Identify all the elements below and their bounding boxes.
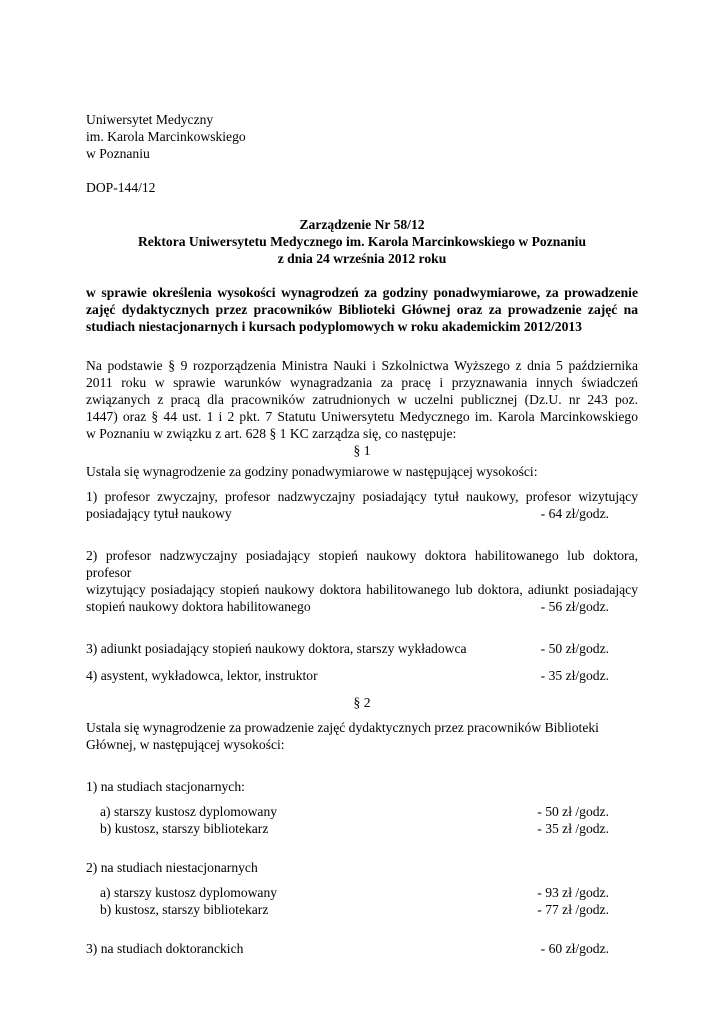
intro-line: Na podstawie § 9 rozporządzenia Ministra Nauki i Szkolnictwa Wyższego z dnia 5 października [86,358,638,373]
rate-item-2 [86,547,638,615]
library-group-2-heading: 2) na studiach niestacjonarnych [86,860,258,875]
library-rate-row [86,803,638,820]
rate-text: a) starszy kustosz dyplomowany [100,885,278,900]
document-page [86,111,638,957]
rate-text: 4) asystent, wykładowca, lektor, instruktor [86,668,318,683]
address-line: w Poznaniu [86,146,150,161]
rate-text: 3) adiunkt posiadający stopień naukowy doktora, starszy wykładowca [86,641,467,656]
section-1-sign: § 1 [353,443,371,458]
university-address [86,111,638,162]
rate-text: b) kustosz, starszy bibliotekarz [100,902,269,917]
rate-text: posiadający tytuł naukowy [86,506,232,521]
address-line: Uniwersytet Medyczny [86,112,214,127]
subject-line: studiach niestacjonarnych i kursach podyplomowych w roku akademickim 2012/2013 [86,319,582,334]
title-line: Rektora Uniwersytetu Medycznego im. Karola Marcinkowskiego w Poznaniu [137,234,587,249]
rate-amount: - 60 zł/godz. [540,941,609,956]
rate-amount: - 50 zł/godz. [540,641,609,656]
rate-amount: - 35 zł /godz. [537,821,609,836]
library-group-1-heading: 1) na studiach stacjonarnych: [86,779,245,794]
rate-amount: - 50 zł /godz. [537,804,609,819]
rate-item-4 [86,667,638,684]
lead-line: Ustala się wynagrodzenie za prowadzenie zajęć dydaktycznych przez pracowników Biblioteki [86,720,599,735]
rate-amount: - 77 zł /godz. [537,902,609,917]
address-line: im. Karola Marcinkowskiego [86,129,246,144]
intro-line: w Poznaniu w związku z art. 628 § 1 KC zarządza się, co następuje: [86,426,457,441]
rate-amount: - 64 zł/godz. [540,506,609,521]
section-1-lead: Ustala się wynagrodzenie za godziny ponadwymiarowe w następującej wysokości: [86,464,538,479]
rate-row [86,505,638,522]
document-title [86,216,638,267]
title-line: z dnia 24 września 2012 roku [277,251,447,266]
rate-text: 1) profesor zwyczajny, profesor nadzwyczajny posiadający tytuł naukowy, profesor wizytujący [86,489,638,504]
rate-text: wizytujący posiadający stopień naukowy doktora habilitowanego lub doktora, adiunkt posiadający [86,582,638,597]
rate-text: a) starszy kustosz dyplomowany [100,804,278,819]
library-rate-row [86,901,638,918]
rate-text: 3) na studiach doktoranckich [86,941,244,956]
rate-text: b) kustosz, starszy bibliotekarz [100,821,269,836]
rate-amount: - 93 zł /godz. [537,885,609,900]
intro-line: związanych z pracą dla pracowników zatrudnionych w uczelni publicznej (Dz.U. nr 243 poz. [86,392,638,407]
library-group-3 [86,940,638,957]
document-reference: DOP-144/12 [86,180,156,195]
intro-line: 1447) oraz § 44 ust. 1 i 2 pkt. 7 Statutu Uniwersytetu Medycznego im. Karola Marcinkowskiego [86,409,638,424]
rate-item-3 [86,640,638,657]
section-2-lead [86,719,638,753]
rate-amount: - 56 zł/godz. [540,599,609,614]
intro-line: 2011 roku w sprawie warunków wynagradzania za pracę i przyznawania innych świadczeń [86,375,638,390]
subject-line: w sprawie określenia wysokości wynagrodzeń za godziny ponadwymiarowe, za prowadzenie [86,285,638,300]
legal-basis-paragraph [86,357,638,442]
rate-amount: - 35 zł/godz. [540,668,609,683]
lead-line: Głównej, w następującej wysokości: [86,737,285,752]
library-rate-row [86,820,638,837]
rate-item-1 [86,488,638,522]
subject-line: zajęć dydaktycznych przez pracowników Biblioteki Głównej oraz za prowadzenie zajęć na [86,302,638,317]
title-line: Zarządzenie Nr 58/12 [299,217,425,232]
document-subject [86,284,638,335]
library-rate-row [86,884,638,901]
section-2-sign: § 2 [353,695,371,710]
rate-row [86,598,638,615]
rate-text: stopień naukowy doktora habilitowanego [86,599,311,614]
rate-text: 2) profesor nadzwyczajny posiadający stopień naukowy doktora habilitowanego lub doktora, profesor [86,548,638,580]
